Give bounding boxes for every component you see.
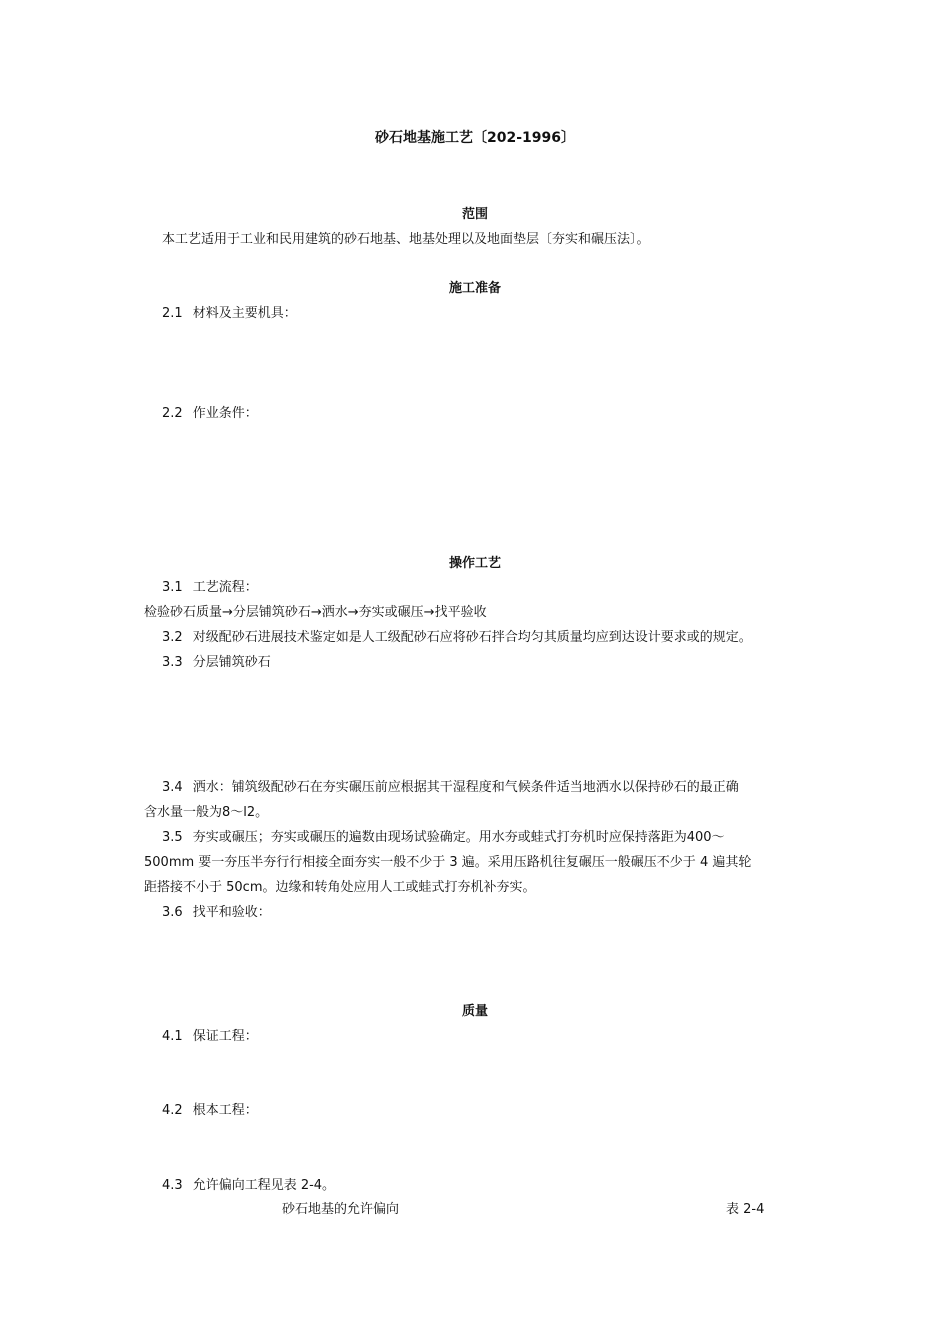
paragraph-number: 4.2 — [162, 1103, 183, 1118]
paragraph-text: 分层铺筑砂石 — [192, 655, 271, 670]
paragraph-number: 3.4 — [162, 780, 183, 795]
paragraph-text: 作业条件： — [192, 406, 258, 421]
paragraph-3-2 — [162, 626, 752, 645]
paragraph-number: 2.2 — [162, 406, 183, 421]
section-heading-process: 操作工艺 — [448, 556, 501, 571]
paragraph-4-2 — [162, 1099, 258, 1118]
paragraph-number: 3.2 — [162, 630, 183, 645]
paragraph-2-2 — [162, 402, 258, 421]
paragraph-3-3 — [162, 651, 271, 670]
paragraph-3-5-continuation: 500mm 要一夯压半夯行行相接全面夯实一般不少于 3 遍。采用压路机往复碾压一般碾压不少于 4 遍其轮 — [144, 855, 752, 870]
paragraph-number: 3.3 — [162, 655, 183, 670]
paragraph-text: 洒水：铺筑级配砂石在夯实碾压前应根据其干湿程度和气候条件适当地洒水以保持砂石的最正确 — [192, 780, 739, 795]
paragraph-3-4 — [162, 776, 739, 795]
paragraph-number: 4.3 — [162, 1178, 183, 1193]
paragraph-text: 根本工程： — [192, 1103, 258, 1118]
scope-paragraph: 本工艺适用于工业和民用建筑的砂石地基、地基处理以及地面垫层〔夯实和碾压法〕。 — [162, 232, 650, 247]
paragraph-number: 3.6 — [162, 905, 183, 920]
table-caption: 砂石地基的允许偏向 — [282, 1202, 400, 1217]
document-title: 砂石地基施工艺〔202-1996〕 — [375, 130, 575, 146]
paragraph-3-4-continuation: 含水量一般为8～l2。 — [144, 805, 269, 820]
paragraph-text: 材料及主要机具： — [192, 306, 297, 321]
paragraph-text: 找平和验收： — [192, 905, 271, 920]
paragraph-text: 夯实或碾压；夯实或碾压的遍数由现场试验确定。用水夯或蛙式打夯机时应保持落距为400～ — [192, 830, 725, 845]
process-flow: 检验砂石质量→分层铺筑砂石→洒水→夯实或碾压→找平验收 — [144, 605, 487, 620]
paragraph-text: 对级配砂石进展技术鉴定如是人工级配砂石应将砂石拌合均匀其质量均应到达设计要求或的规定。 — [192, 630, 752, 645]
paragraph-3-5-continuation-2: 距搭接不小于 50cm。边缘和转角处应用人工或蛙式打夯机补夯实。 — [144, 880, 536, 895]
paragraph-text: 工艺流程： — [192, 580, 258, 595]
paragraph-2-1 — [162, 302, 297, 321]
table-number: 表 2-4 — [726, 1202, 765, 1217]
section-heading-scope: 范围 — [461, 207, 488, 222]
paragraph-3-6 — [162, 901, 271, 920]
section-heading-preparation: 施工准备 — [448, 281, 501, 296]
paragraph-text: 保证工程： — [192, 1029, 258, 1044]
paragraph-number: 3.5 — [162, 830, 183, 845]
paragraph-3-1 — [162, 576, 258, 595]
paragraph-4-3 — [162, 1174, 335, 1193]
paragraph-number: 3.1 — [162, 580, 183, 595]
paragraph-number: 4.1 — [162, 1029, 183, 1044]
section-heading-quality: 质量 — [461, 1004, 488, 1019]
paragraph-4-1 — [162, 1025, 258, 1044]
paragraph-3-5 — [162, 826, 725, 845]
paragraph-text: 允许偏向工程见表 2-4。 — [192, 1178, 336, 1193]
paragraph-number: 2.1 — [162, 306, 183, 321]
